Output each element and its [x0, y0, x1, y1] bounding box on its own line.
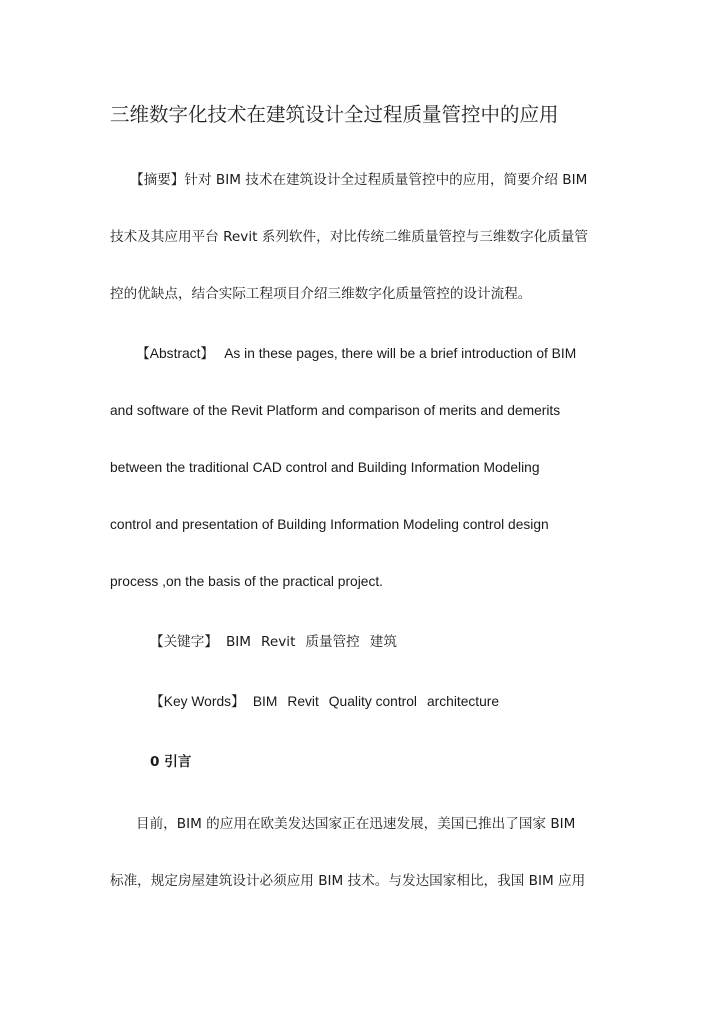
abstract-cn-line-1: 【摘要】针对 BIM 技术在建筑设计全过程质量管控中的应用，简要介绍 BIM — [130, 172, 588, 188]
abstract-en-line-4: control and presentation of Building Information Modeling control design — [110, 517, 549, 532]
intro-line-1: 目前，BIM 的应用在欧美发达国家正在迅速发展，美国已推出了国家 BIM — [136, 816, 576, 832]
abstract-en-line-5: process ,on the basis of the practical project. — [110, 574, 384, 589]
keyword-en-item: Quality control — [328, 694, 417, 709]
abstract-en-text-1: As in these pages, there will be a brief introduction of BIM — [224, 346, 577, 361]
keywords-cn — [150, 633, 656, 651]
keyword-cn-item: 质量管控 — [305, 634, 360, 650]
keywords-en — [150, 693, 656, 711]
intro-line-2: 标准，规定房屋建筑设计必须应用 BIM 技术。与发达国家相比，我国 BIM 应用 — [110, 873, 586, 889]
abstract-en-line-3: between the traditional CAD control and Building Information Modeling — [110, 460, 540, 475]
section-heading: 0 引言 — [150, 754, 192, 770]
document-title: 三维数字化技术在建筑设计全过程质量管控中的应用 — [110, 103, 559, 126]
keyword-cn-item: BIM — [225, 634, 252, 650]
abstract-en-label: 【Abstract】 — [136, 346, 215, 361]
keyword-en-item: BIM — [252, 694, 278, 709]
keyword-en-item: architecture — [426, 694, 500, 709]
keywords-en-label: 【Key Words】 — [150, 694, 245, 709]
keyword-cn-item: Revit — [261, 634, 296, 650]
abstract-en-line-2: and software of the Revit Platform and comparison of merits and demerits — [110, 403, 561, 418]
keywords-cn-label: 【关键字】 — [150, 634, 218, 650]
abstract-en-line-1 — [136, 345, 642, 363]
keyword-cn-item: 建筑 — [369, 634, 397, 650]
abstract-cn-line-3: 控的优缺点，结合实际工程项目介绍三维数字化质量管控的设计流程。 — [110, 286, 532, 302]
abstract-cn-line-2: 技术及其应用平台 Revit 系列软件，对比传统二维质量管控与三维数字化质量管 — [110, 229, 588, 245]
keyword-en-item: Revit — [287, 694, 319, 709]
